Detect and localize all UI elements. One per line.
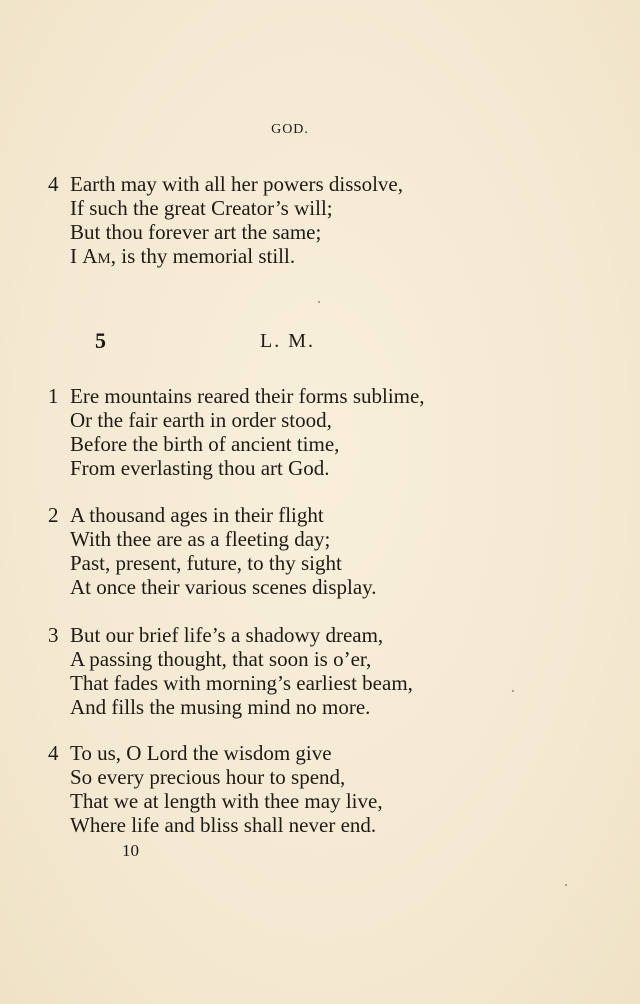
line-text-prefix: I [70, 244, 83, 268]
stanza-line: At once their various scenes display. [70, 575, 377, 599]
hymn-meter: L. M. [260, 330, 315, 352]
stanza-number: 4 [48, 741, 59, 765]
stanza-line [48, 384, 548, 408]
stanza-line: Where life and bliss shall never end. [70, 813, 377, 837]
stanza-line [48, 741, 548, 765]
stanza-line [48, 172, 548, 196]
stanza-line: From everlasting thou art God. [70, 456, 330, 480]
stanza-line [48, 503, 548, 527]
stanza-3 [48, 623, 548, 719]
stanza-number: 4 [48, 172, 59, 196]
stanza-2 [48, 503, 548, 599]
stanza-line [48, 244, 548, 268]
line-text: A thousand ages in their flight [70, 503, 324, 527]
hymn-number: 5 [95, 328, 106, 353]
stanza-line: That fades with morning’s earliest beam, [70, 671, 413, 695]
line-text: Earth may with all her powers dissolve, [70, 172, 404, 196]
line-text-smallcaps: Am [82, 244, 111, 268]
line-text: To us, O Lord the wisdom give [70, 741, 332, 765]
stanza-line: And fills the musing mind no more. [70, 695, 371, 719]
stanza-line: With thee are as a fleeting day; [70, 527, 331, 551]
paper-speck [565, 884, 567, 886]
paper-speck [318, 301, 320, 303]
stanza-line: So every precious hour to spend, [70, 765, 346, 789]
stanza-4 [48, 741, 548, 837]
stanza-number: 1 [48, 384, 59, 408]
stanza-line: Past, present, future, to thy sight [70, 551, 342, 575]
stanza-line: If such the great Creator’s will; [70, 196, 333, 220]
page-number: 10 [122, 841, 139, 860]
stanza-number: 2 [48, 503, 59, 527]
stanza-line: A passing thought, that soon is o’er, [70, 647, 372, 671]
line-text-suffix: , is thy memorial still. [110, 244, 296, 268]
stanza-line: Or the fair earth in order stood, [70, 408, 332, 432]
stanza-1 [48, 384, 548, 480]
stanza-line: Before the birth of ancient time, [70, 432, 340, 456]
line-text: But our brief life’s a shadowy dream, [70, 623, 384, 647]
line-text: Ere mountains reared their forms sublime, [70, 384, 425, 408]
stanza-line [48, 623, 548, 647]
stanza-line: That we at length with thee may live, [70, 789, 383, 813]
stanza-number: 3 [48, 623, 59, 647]
running-head: GOD. [271, 122, 309, 137]
stanza-prev-4 [48, 172, 548, 268]
paper-speck [512, 690, 514, 692]
stanza-line: But thou forever art the same; [70, 220, 322, 244]
